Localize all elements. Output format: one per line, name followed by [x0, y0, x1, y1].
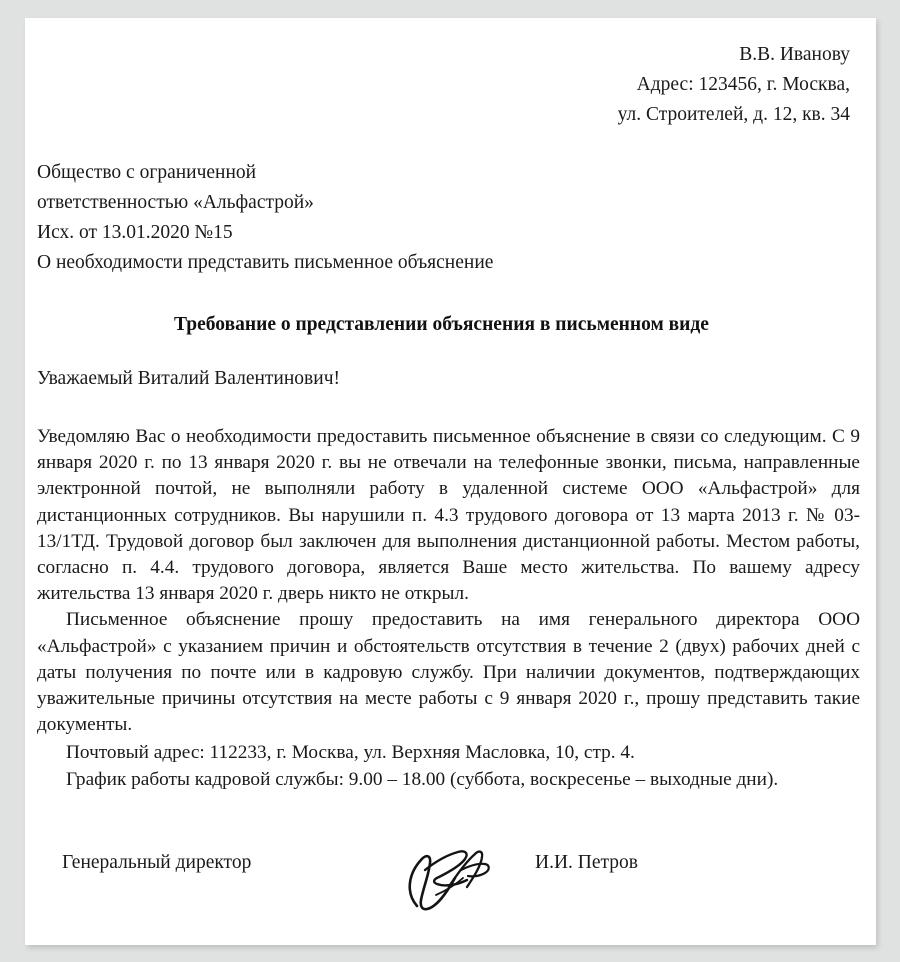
addressee-address-line-2: ул. Строителей, д. 12, кв. 34 [617, 104, 850, 125]
signature-block [37, 840, 862, 920]
document-title: Требование о представлении объяснения в письменном виде [174, 314, 709, 335]
organization-name-line-1: Общество с ограниченной [37, 162, 257, 183]
contact-details [37, 740, 862, 792]
addressee-block [37, 40, 850, 130]
signer-name: И.И. Петров [535, 852, 638, 873]
handwritten-signature-icon [395, 840, 505, 914]
subject-line: О необходимости представить письменное объяснение [37, 252, 494, 273]
page-content [37, 18, 862, 945]
organization-name-line-2: ответственностью «Альфастрой» [37, 192, 314, 213]
signer-position-title: Генеральный директор [62, 852, 252, 873]
body-text [37, 424, 862, 738]
addressee-address-line-1: Адрес: 123456, г. Москва, [636, 74, 850, 95]
body-paragraph-1: Уведомляю Вас о необходимости предоставить письменное объяснение в связи со следующим. С 9 января 2020 г. по 13 января 2020 г. вы не отвечали на телефонные звонки, письма, направленные электронной почтой, не выполняли работу в удаленной системе ООО «Альфастрой» для дистанционных сотрудников. Вы нарушили п. 4.3 трудового договора от 13 марта 2013 г. № 03-13/1ТД. Трудовой договор был заключен для выполнения дистанционной работы. Местом работы, согласно п. 4.4. трудового договора, является Ваше место жительства. По вашему адресу жительства 13 января 2020 г. дверь никто не открыл. [37, 426, 860, 605]
addressee-name: В.В. Иванову [739, 44, 850, 65]
greeting-line: Уважаемый Виталий Валентинович! [37, 368, 340, 389]
body-paragraph-2: Письменное объяснение прошу предоставить на имя генерального директора ООО «Альфастрой» с указанием причин и обстоятельств отсутствия в течение 2 (двух) рабочих дней с даты получения по почте или в кадровую службу. При наличии документов, подтверждающих уважительные причины отсутствия на месте работы с 9 января 2020 г., прошу представить такие документы. [37, 609, 860, 736]
organization-block [37, 158, 862, 278]
outgoing-reference: Исх. от 13.01.2020 №15 [37, 222, 233, 243]
work-schedule-line: График работы кадровой службы: 9.00 – 18.00 (суббота, воскресенье – выходные дни). [66, 768, 779, 790]
postal-address-line: Почтовый адрес: 112233, г. Москва, ул. Верхняя Масловка, 10, стр. 4. [66, 742, 635, 764]
document-page [25, 18, 876, 945]
